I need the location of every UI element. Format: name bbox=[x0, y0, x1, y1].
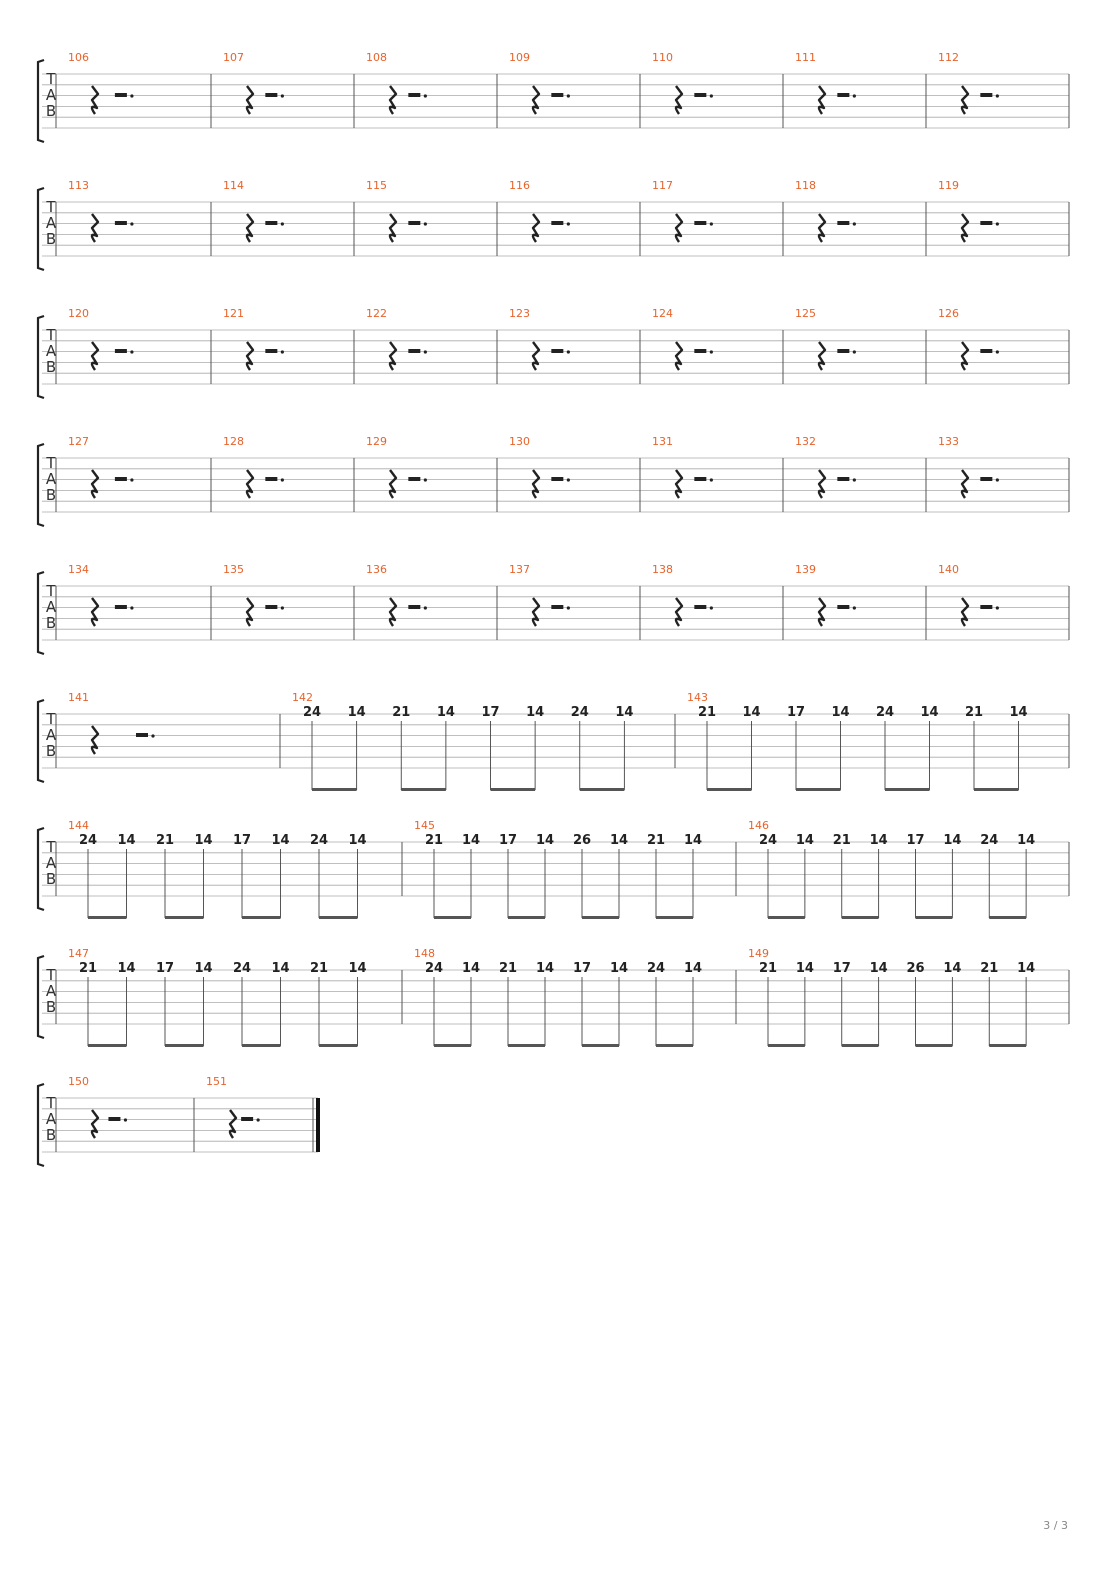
eighth-beam bbox=[580, 788, 625, 791]
fret-number: 14 bbox=[348, 833, 367, 848]
measure-number: 110 bbox=[652, 51, 673, 64]
fret-number: 14 bbox=[461, 833, 481, 848]
system-bracket bbox=[38, 572, 44, 654]
rest-dot bbox=[996, 606, 999, 609]
fret-number: 24 bbox=[302, 705, 322, 720]
fret-number: 14 bbox=[535, 833, 555, 848]
fret-number: 17 bbox=[786, 705, 806, 720]
dotted-half-rest bbox=[115, 477, 127, 481]
dotted-half-rest bbox=[115, 93, 127, 97]
measure-number: 121 bbox=[223, 307, 244, 320]
quarter-rest bbox=[819, 470, 825, 498]
quarter-rest bbox=[390, 342, 396, 370]
quarter-rest bbox=[247, 86, 253, 114]
fret-number: 21 bbox=[392, 705, 411, 720]
quarter-rest bbox=[247, 598, 253, 626]
measure-number: 133 bbox=[938, 435, 959, 448]
measure-number: 137 bbox=[509, 563, 530, 576]
rest-dot bbox=[853, 222, 856, 225]
fret-number: 14 bbox=[1017, 961, 1036, 976]
measure-number: 118 bbox=[795, 179, 816, 192]
rest-dot bbox=[853, 94, 856, 97]
fret-number: 14 bbox=[117, 833, 136, 848]
dotted-half-rest bbox=[136, 733, 148, 737]
rest-dot bbox=[853, 478, 856, 481]
measure-number: 129 bbox=[366, 435, 387, 448]
fret-number: 24 bbox=[309, 833, 329, 848]
rest-dot bbox=[281, 94, 284, 97]
dotted-half-rest bbox=[551, 349, 563, 353]
dotted-half-rest bbox=[551, 605, 563, 609]
eighth-beam bbox=[582, 916, 619, 919]
measure-number: 120 bbox=[68, 307, 89, 320]
rest-dot bbox=[710, 606, 713, 609]
eighth-beam bbox=[242, 1044, 281, 1047]
eighth-beam bbox=[401, 788, 446, 791]
dotted-half-rest bbox=[694, 93, 706, 97]
measure-number: 132 bbox=[795, 435, 816, 448]
measure-number: 142 bbox=[292, 691, 313, 704]
rest-dot bbox=[130, 222, 133, 225]
dotted-half-rest bbox=[115, 349, 127, 353]
dotted-half-rest bbox=[551, 221, 563, 225]
system-bracket bbox=[38, 316, 44, 398]
measure-number: 141 bbox=[68, 691, 89, 704]
tab-clef-letter: T bbox=[46, 70, 56, 88]
eighth-beam bbox=[885, 788, 930, 791]
fret-number: 14 bbox=[436, 705, 455, 720]
fret-number: 14 bbox=[535, 961, 555, 976]
measure-number: 134 bbox=[68, 563, 89, 576]
dotted-half-rest bbox=[837, 93, 849, 97]
rest-dot bbox=[281, 478, 284, 481]
tab-clef-letter: A bbox=[45, 470, 57, 488]
measure-number: 145 bbox=[414, 819, 435, 832]
fret-number: 26 bbox=[572, 833, 592, 848]
system-bracket bbox=[38, 1084, 44, 1166]
rest-dot bbox=[853, 606, 856, 609]
measure-number: 135 bbox=[223, 563, 244, 576]
rest-dot bbox=[567, 222, 570, 225]
tab-clef-letter: T bbox=[46, 198, 56, 216]
quarter-rest bbox=[962, 470, 968, 498]
fret-number: 14 bbox=[348, 961, 367, 976]
dotted-half-rest bbox=[980, 477, 992, 481]
system-bracket bbox=[38, 956, 44, 1038]
measure-number: 127 bbox=[68, 435, 89, 448]
fret-number: 21 bbox=[498, 961, 518, 976]
fret-number: 21 bbox=[964, 705, 984, 720]
dotted-half-rest bbox=[837, 221, 849, 225]
quarter-rest bbox=[92, 598, 98, 626]
dotted-half-rest bbox=[408, 93, 420, 97]
quarter-rest bbox=[92, 470, 98, 498]
eighth-beam bbox=[916, 1044, 953, 1047]
eighth-beam bbox=[582, 1044, 619, 1047]
fret-number: 21 bbox=[78, 961, 98, 976]
eighth-beam bbox=[656, 1044, 693, 1047]
measure-number: 144 bbox=[68, 819, 89, 832]
measure-number: 146 bbox=[748, 819, 769, 832]
measure-number: 147 bbox=[68, 947, 89, 960]
dotted-half-rest bbox=[980, 93, 992, 97]
quarter-rest bbox=[962, 598, 968, 626]
system-bracket bbox=[38, 828, 44, 910]
fret-number: 17 bbox=[906, 833, 925, 848]
rest-dot bbox=[710, 478, 713, 481]
measure-number: 119 bbox=[938, 179, 959, 192]
rest-dot bbox=[130, 606, 133, 609]
eighth-beam bbox=[319, 916, 358, 919]
quarter-rest bbox=[390, 214, 396, 242]
fret-number: 14 bbox=[526, 705, 545, 720]
eighth-beam bbox=[312, 788, 357, 791]
dotted-half-rest bbox=[408, 477, 420, 481]
fret-number: 21 bbox=[309, 961, 329, 976]
fret-number: 17 bbox=[832, 961, 851, 976]
rest-dot bbox=[996, 478, 999, 481]
dotted-half-rest bbox=[115, 221, 127, 225]
eighth-beam bbox=[88, 1044, 127, 1047]
quarter-rest bbox=[819, 214, 825, 242]
fret-number: 14 bbox=[461, 961, 481, 976]
quarter-rest bbox=[676, 214, 682, 242]
measure-number: 138 bbox=[652, 563, 673, 576]
tab-clef-letter: T bbox=[46, 326, 56, 344]
fret-number: 14 bbox=[943, 961, 962, 976]
measure-number: 126 bbox=[938, 307, 959, 320]
fret-number: 24 bbox=[424, 961, 444, 976]
quarter-rest bbox=[230, 1110, 236, 1138]
rest-dot bbox=[130, 94, 133, 97]
fret-number: 17 bbox=[155, 961, 175, 976]
measure-number: 116 bbox=[509, 179, 530, 192]
dotted-half-rest bbox=[980, 221, 992, 225]
system-bracket bbox=[38, 700, 44, 782]
measure-number: 108 bbox=[366, 51, 387, 64]
measure-number: 117 bbox=[652, 179, 673, 192]
quarter-rest bbox=[819, 598, 825, 626]
rest-dot bbox=[567, 606, 570, 609]
rest-dot bbox=[424, 606, 427, 609]
tab-clef-letter: B bbox=[45, 358, 57, 376]
fret-number: 14 bbox=[271, 961, 290, 976]
fret-number: 17 bbox=[498, 833, 518, 848]
eighth-beam bbox=[242, 916, 281, 919]
tab-clef-letter: B bbox=[45, 102, 57, 120]
dotted-half-rest bbox=[837, 477, 849, 481]
fret-number: 21 bbox=[697, 705, 717, 720]
dotted-half-rest bbox=[551, 477, 563, 481]
rest-dot bbox=[567, 478, 570, 481]
quarter-rest bbox=[92, 342, 98, 370]
quarter-rest bbox=[962, 86, 968, 114]
eighth-beam bbox=[508, 1044, 545, 1047]
eighth-beam bbox=[165, 916, 204, 919]
fret-number: 24 bbox=[758, 833, 778, 848]
fret-number: 21 bbox=[424, 833, 444, 848]
quarter-rest bbox=[533, 214, 539, 242]
quarter-rest bbox=[676, 86, 682, 114]
dotted-half-rest bbox=[265, 605, 277, 609]
tab-clef-letter: B bbox=[45, 742, 57, 760]
eighth-beam bbox=[165, 1044, 204, 1047]
tab-clef-letter: A bbox=[45, 342, 57, 360]
quarter-rest bbox=[676, 470, 682, 498]
eighth-beam bbox=[508, 916, 545, 919]
quarter-rest bbox=[247, 470, 253, 498]
page-number: 3 / 3 bbox=[1043, 1519, 1068, 1532]
measure-number: 131 bbox=[652, 435, 673, 448]
tab-clef-letter: T bbox=[46, 454, 56, 472]
fret-number: 14 bbox=[831, 705, 850, 720]
fret-number: 14 bbox=[869, 961, 888, 976]
measure-number: 125 bbox=[795, 307, 816, 320]
fret-number: 14 bbox=[609, 833, 629, 848]
rest-dot bbox=[853, 350, 856, 353]
fret-number: 14 bbox=[869, 833, 888, 848]
tab-clef-letter: A bbox=[45, 726, 57, 744]
eighth-beam bbox=[989, 916, 1026, 919]
quarter-rest bbox=[962, 342, 968, 370]
rest-dot bbox=[996, 350, 999, 353]
rest-dot bbox=[281, 606, 284, 609]
measure-number: 111 bbox=[795, 51, 816, 64]
measure-number: 150 bbox=[68, 1075, 89, 1088]
tab-clef-letter: B bbox=[45, 870, 57, 888]
measure-number: 113 bbox=[68, 179, 89, 192]
fret-number: 14 bbox=[347, 705, 366, 720]
measure-number: 143 bbox=[687, 691, 708, 704]
eighth-beam bbox=[707, 788, 752, 791]
fret-number: 24 bbox=[78, 833, 98, 848]
rest-dot bbox=[710, 94, 713, 97]
final-barline bbox=[316, 1098, 320, 1152]
quarter-rest bbox=[92, 86, 98, 114]
eighth-beam bbox=[768, 1044, 805, 1047]
fret-number: 14 bbox=[615, 705, 634, 720]
quarter-rest bbox=[676, 598, 682, 626]
measure-number: 112 bbox=[938, 51, 959, 64]
rest-dot bbox=[996, 94, 999, 97]
dotted-half-rest bbox=[837, 605, 849, 609]
quarter-rest bbox=[962, 214, 968, 242]
dotted-half-rest bbox=[694, 477, 706, 481]
fret-number: 14 bbox=[194, 833, 213, 848]
fret-number: 14 bbox=[683, 961, 703, 976]
tab-clef-letter: B bbox=[45, 1126, 57, 1144]
fret-number: 14 bbox=[943, 833, 962, 848]
eighth-beam bbox=[434, 916, 471, 919]
quarter-rest bbox=[533, 342, 539, 370]
system-bracket bbox=[38, 188, 44, 270]
quarter-rest bbox=[676, 342, 682, 370]
rest-dot bbox=[424, 350, 427, 353]
rest-dot bbox=[710, 222, 713, 225]
tab-clef-letter: B bbox=[45, 230, 57, 248]
rest-dot bbox=[424, 478, 427, 481]
dotted-half-rest bbox=[694, 605, 706, 609]
quarter-rest bbox=[819, 342, 825, 370]
dotted-half-rest bbox=[265, 221, 277, 225]
rest-dot bbox=[424, 94, 427, 97]
fret-number: 14 bbox=[271, 833, 290, 848]
measure-number: 122 bbox=[366, 307, 387, 320]
quarter-rest bbox=[819, 86, 825, 114]
rest-dot bbox=[424, 222, 427, 225]
measure-number: 151 bbox=[206, 1075, 227, 1088]
dotted-half-rest bbox=[408, 605, 420, 609]
eighth-beam bbox=[974, 788, 1019, 791]
fret-number: 14 bbox=[920, 705, 939, 720]
dotted-half-rest bbox=[241, 1117, 253, 1121]
dotted-half-rest bbox=[408, 349, 420, 353]
tab-clef-letter: B bbox=[45, 614, 57, 632]
fret-number: 14 bbox=[795, 961, 814, 976]
measure-number: 124 bbox=[652, 307, 673, 320]
fret-number: 21 bbox=[980, 961, 999, 976]
tab-clef-letter: T bbox=[46, 838, 56, 856]
tab-clef-letter: B bbox=[45, 998, 57, 1016]
tab-clef-letter: T bbox=[46, 582, 56, 600]
dotted-half-rest bbox=[551, 93, 563, 97]
tab-clef-letter: A bbox=[45, 854, 57, 872]
tab-clef-letter: B bbox=[45, 486, 57, 504]
tab-clef-letter: A bbox=[45, 214, 57, 232]
fret-number: 17 bbox=[572, 961, 592, 976]
rest-dot bbox=[281, 222, 284, 225]
tab-clef-letter: A bbox=[45, 598, 57, 616]
quarter-rest bbox=[533, 86, 539, 114]
rest-dot bbox=[257, 1118, 260, 1121]
fret-number: 21 bbox=[646, 833, 666, 848]
fret-number: 14 bbox=[795, 833, 814, 848]
dotted-half-rest bbox=[265, 93, 277, 97]
tab-clef-letter: T bbox=[46, 966, 56, 984]
measure-number: 107 bbox=[223, 51, 244, 64]
rest-dot bbox=[567, 94, 570, 97]
measure-number: 148 bbox=[414, 947, 435, 960]
eighth-beam bbox=[989, 1044, 1026, 1047]
system-bracket bbox=[38, 60, 44, 142]
fret-number: 21 bbox=[832, 833, 851, 848]
tab-clef-letter: A bbox=[45, 982, 57, 1000]
fret-number: 21 bbox=[155, 833, 175, 848]
fret-number: 17 bbox=[232, 833, 252, 848]
quarter-rest bbox=[247, 342, 253, 370]
fret-number: 24 bbox=[875, 705, 895, 720]
quarter-rest bbox=[390, 86, 396, 114]
quarter-rest bbox=[92, 1110, 98, 1138]
fret-number: 14 bbox=[683, 833, 703, 848]
measure-number: 106 bbox=[68, 51, 89, 64]
measure-number: 130 bbox=[509, 435, 530, 448]
tab-clef-letter: T bbox=[46, 710, 56, 728]
quarter-rest bbox=[92, 214, 98, 242]
dotted-half-rest bbox=[115, 605, 127, 609]
measure-number: 139 bbox=[795, 563, 816, 576]
dotted-half-rest bbox=[980, 605, 992, 609]
dotted-half-rest bbox=[837, 349, 849, 353]
fret-number: 24 bbox=[570, 705, 589, 720]
dotted-half-rest bbox=[265, 349, 277, 353]
eighth-beam bbox=[842, 1044, 879, 1047]
fret-number: 26 bbox=[906, 961, 925, 976]
dotted-half-rest bbox=[265, 477, 277, 481]
quarter-rest bbox=[533, 470, 539, 498]
eighth-beam bbox=[916, 916, 953, 919]
measure-number: 136 bbox=[366, 563, 387, 576]
eighth-beam bbox=[319, 1044, 358, 1047]
tab-clef-letter: A bbox=[45, 1110, 57, 1128]
fret-number: 14 bbox=[1009, 705, 1028, 720]
eighth-beam bbox=[88, 916, 127, 919]
eighth-beam bbox=[842, 916, 879, 919]
tab-clef-letter: A bbox=[45, 86, 57, 104]
dotted-half-rest bbox=[980, 349, 992, 353]
dotted-half-rest bbox=[408, 221, 420, 225]
fret-number: 21 bbox=[758, 961, 778, 976]
rest-dot bbox=[130, 350, 133, 353]
eighth-beam bbox=[796, 788, 841, 791]
fret-number: 14 bbox=[194, 961, 213, 976]
system-bracket bbox=[38, 444, 44, 526]
measure-number: 149 bbox=[748, 947, 769, 960]
rest-dot bbox=[151, 734, 154, 737]
rest-dot bbox=[130, 478, 133, 481]
fret-number: 24 bbox=[980, 833, 999, 848]
dotted-half-rest bbox=[694, 221, 706, 225]
fret-number: 14 bbox=[1017, 833, 1036, 848]
dotted-half-rest bbox=[694, 349, 706, 353]
rest-dot bbox=[281, 350, 284, 353]
rest-dot bbox=[567, 350, 570, 353]
dotted-half-rest bbox=[108, 1117, 120, 1121]
fret-number: 14 bbox=[742, 705, 761, 720]
measure-number: 115 bbox=[366, 179, 387, 192]
measure-number: 140 bbox=[938, 563, 959, 576]
eighth-beam bbox=[491, 788, 536, 791]
rest-dot bbox=[996, 222, 999, 225]
quarter-rest bbox=[247, 214, 253, 242]
fret-number: 14 bbox=[609, 961, 629, 976]
eighth-beam bbox=[768, 916, 805, 919]
eighth-beam bbox=[656, 916, 693, 919]
fret-number: 17 bbox=[481, 705, 500, 720]
fret-number: 24 bbox=[232, 961, 252, 976]
quarter-rest bbox=[390, 470, 396, 498]
measure-number: 109 bbox=[509, 51, 530, 64]
quarter-rest bbox=[390, 598, 396, 626]
eighth-beam bbox=[434, 1044, 471, 1047]
measure-number: 114 bbox=[223, 179, 244, 192]
measure-number: 123 bbox=[509, 307, 530, 320]
rest-dot bbox=[710, 350, 713, 353]
fret-number: 24 bbox=[646, 961, 666, 976]
measure-number: 128 bbox=[223, 435, 244, 448]
rest-dot bbox=[124, 1118, 127, 1121]
fret-number: 14 bbox=[117, 961, 136, 976]
quarter-rest bbox=[92, 726, 98, 754]
tab-clef-letter: T bbox=[46, 1094, 56, 1112]
quarter-rest bbox=[533, 598, 539, 626]
